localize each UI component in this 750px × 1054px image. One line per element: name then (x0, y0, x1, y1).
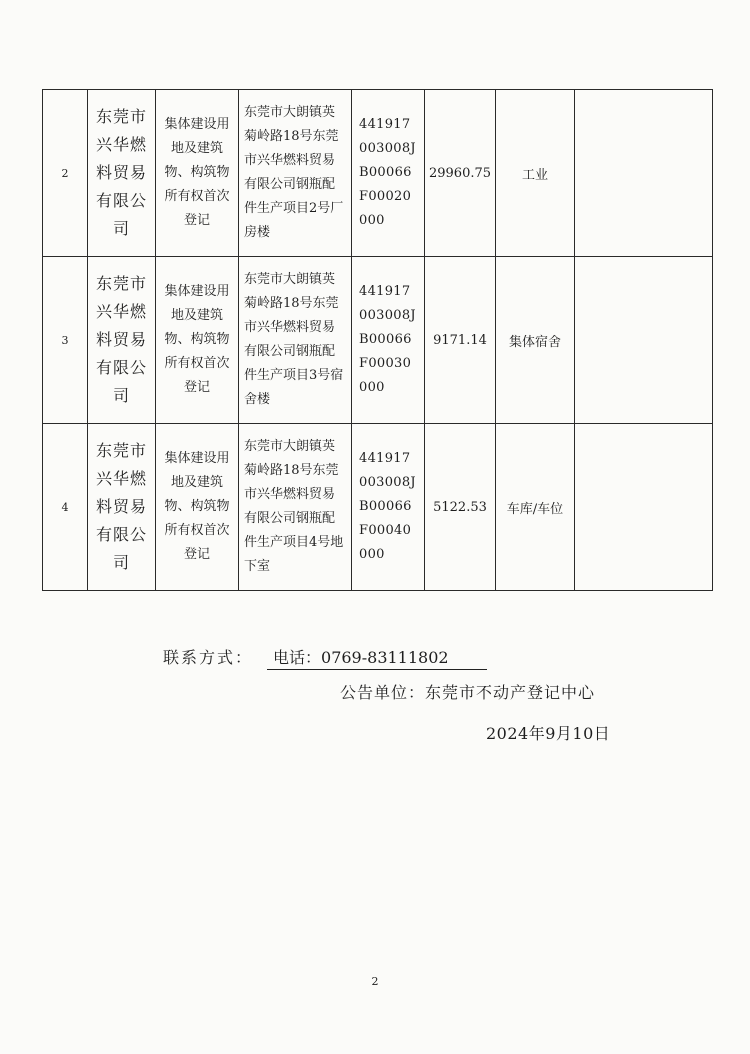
building-area: 5122.53 (425, 424, 496, 591)
notice-date: 2024年9月10日 (486, 724, 611, 743)
property-location-cell (239, 257, 352, 424)
registration-type-cell (156, 257, 239, 424)
usage: 工业 (496, 90, 575, 257)
right-holder: 东莞市兴华燃料贸易有限公司 (95, 274, 147, 405)
registration-type-cell (156, 424, 239, 591)
property-location-cell (239, 424, 352, 591)
usage: 集体宿舍 (496, 257, 575, 424)
remark (575, 90, 713, 257)
table-row (43, 257, 713, 424)
right-holder-cell (88, 257, 156, 424)
table-row (43, 90, 713, 257)
contact-line (163, 645, 487, 670)
registration-type: 集体建设用地及建筑物、构筑物所有权首次登记 (164, 451, 230, 562)
unit-code-cell (352, 90, 425, 257)
right-holder: 东莞市兴华燃料贸易有限公司 (95, 107, 147, 238)
registration-type-cell (156, 90, 239, 257)
issuing-organization: 公告单位：东莞市不动产登记中心 (340, 683, 596, 702)
page-number: 2 (371, 975, 379, 988)
property-location: 东莞市大朗镇英菊岭路18号东莞市兴华燃料贸易有限公司钢瓶配件生产项目3号宿舍楼 (244, 272, 344, 407)
building-area: 9171.14 (425, 257, 496, 424)
contact-phone: 电话：0769-83111802 (267, 645, 487, 670)
usage: 车库/车位 (496, 424, 575, 591)
unit-code: 441917003008JB00066F00040000 (359, 451, 416, 562)
contact-label: 联系方式： (163, 648, 254, 667)
unit-code-cell (352, 257, 425, 424)
property-location-cell (239, 90, 352, 257)
row-number: 4 (43, 424, 88, 591)
row-number: 2 (43, 90, 88, 257)
right-holder: 东莞市兴华燃料贸易有限公司 (95, 441, 147, 572)
row-number: 3 (43, 257, 88, 424)
unit-code-cell (352, 424, 425, 591)
remark (575, 424, 713, 591)
right-holder-cell (88, 424, 156, 591)
registration-type: 集体建设用地及建筑物、构筑物所有权首次登记 (164, 117, 230, 228)
unit-code: 441917003008JB00066F00020000 (359, 117, 416, 228)
building-area: 29960.75 (425, 90, 496, 257)
property-location: 东莞市大朗镇英菊岭路18号东莞市兴华燃料贸易有限公司钢瓶配件生产项目4号地下室 (244, 439, 344, 574)
registration-type: 集体建设用地及建筑物、构筑物所有权首次登记 (164, 284, 230, 395)
table-row (43, 424, 713, 591)
registration-table (42, 89, 713, 591)
remark (575, 257, 713, 424)
property-location: 东莞市大朗镇英菊岭路18号东莞市兴华燃料贸易有限公司钢瓶配件生产项目2号厂房楼 (244, 105, 344, 240)
right-holder-cell (88, 90, 156, 257)
unit-code: 441917003008JB00066F00030000 (359, 284, 416, 395)
